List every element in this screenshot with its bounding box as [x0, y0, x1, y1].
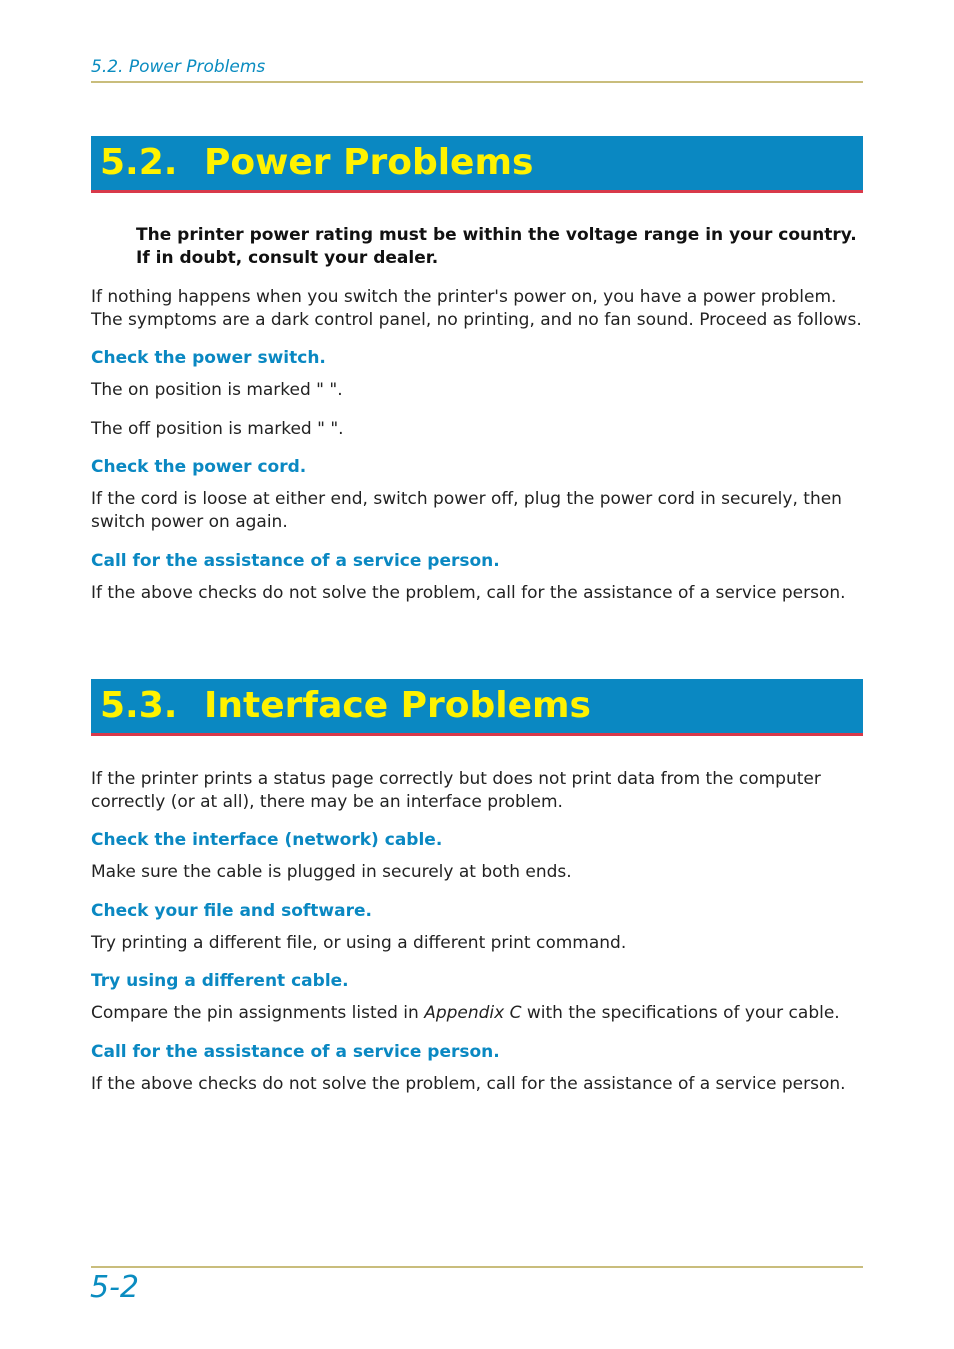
section-number: 5.3.	[100, 685, 178, 726]
section-heading-power	[91, 136, 863, 193]
running-header: 5.2. Power Problems	[91, 57, 266, 77]
check-interface-cable-heading: Check the interface (network) cable.	[91, 830, 443, 850]
check-power-cord-heading: Check the power cord.	[91, 457, 307, 477]
power-cord-text: If the cord is loose at either end, switch power off, plug the power cord in securely, then switch power on again.	[91, 489, 842, 532]
different-cable-text-after: with the specifications of your cable.	[521, 1003, 840, 1023]
different-cable-text	[91, 1002, 867, 1025]
different-cable-heading: Try using a different cable.	[91, 971, 349, 991]
on-position-text: The on position is marked " ".	[91, 380, 343, 400]
section-title: Interface Problems	[204, 685, 591, 726]
different-cable-text-before: Compare the pin assignments listed in	[91, 1003, 425, 1023]
check-power-switch-heading: Check the power switch.	[91, 348, 326, 368]
off-position-text: The off position is marked " ".	[91, 419, 344, 439]
power-rating-note: The printer power rating must be within the voltage range in your country. If in doubt, consult your dealer.	[136, 225, 857, 268]
header-rule	[91, 81, 863, 83]
interface-cable-text: Make sure the cable is plugged in securely at both ends.	[91, 862, 572, 882]
power-intro-paragraph: If nothing happens when you switch the printer's power on, you have a power problem. The symptoms are a dark control panel, no printing, and no fan sound. Proceed as follows.	[91, 287, 862, 330]
appendix-reference: Appendix C	[424, 1003, 522, 1023]
section-number: 5.2.	[100, 142, 178, 183]
interface-intro-paragraph: If the printer prints a status page correctly but does not print data from the computer correctly (or at all), there may be an interface problem.	[91, 769, 821, 812]
power-service-text: If the above checks do not solve the problem, call for the assistance of a service person.	[91, 583, 846, 603]
page-number: 5-2	[90, 1270, 139, 1305]
file-software-text: Try printing a different file, or using a different print command.	[91, 933, 627, 953]
section-title: Power Problems	[204, 142, 534, 183]
interface-service-text: If the above checks do not solve the problem, call for the assistance of a service person.	[91, 1074, 846, 1094]
section-heading-interface	[91, 679, 863, 736]
footer-rule	[91, 1266, 863, 1268]
interface-service-heading: Call for the assistance of a service person.	[91, 1042, 500, 1062]
check-file-software-heading: Check your file and software.	[91, 901, 372, 921]
power-service-heading: Call for the assistance of a service person.	[91, 551, 500, 571]
